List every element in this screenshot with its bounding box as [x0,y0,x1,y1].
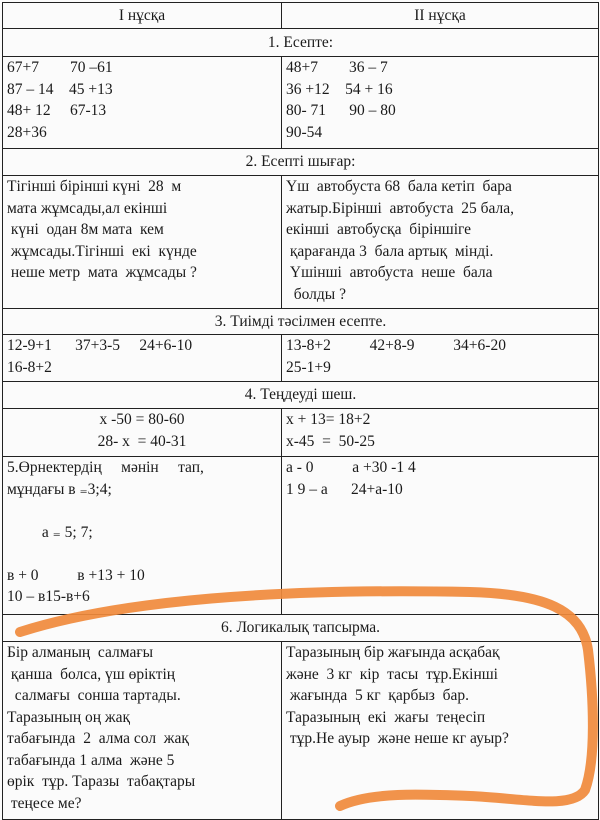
text-line: 10 – в15-в+6 [7,588,90,605]
section-title: 2. Есепті шығар: [3,149,599,176]
text-line: х -50 = 80-60 [99,411,185,428]
text-line: және 3 кг кір тасы тұр.Екінші [286,665,498,683]
text-line: мата жұмсады,ал екінші [7,199,168,217]
section-title: 6. Логикалық тапсырма. [3,615,599,642]
text-line: табағында 2 алма сол жақ [7,730,189,747]
text-line: 48+7 36 – 7 [286,59,388,76]
section-6-variant-2 [282,642,599,820]
text-line: 67+7 70 –61 [7,59,113,76]
column-header-variant-1: І нұсқа [3,3,282,29]
text-line: Үш автобуста 68 бала кетіп бара [286,178,512,195]
text-line: қарағанда 3 бала артық мінді. [286,242,494,260]
text-line: 25-1+9 [286,358,331,376]
text-line: 28- х = 40-31 [97,432,187,450]
text-line: 13-8+2 42+8-9 34+6-20 [286,337,506,354]
text-line: х + 13= 18+2 [286,411,371,428]
text-line: Үшінші автобуста неше бала [286,264,493,281]
text-line: 87 – 14 45 +13 [7,80,113,98]
text-line: Таразының бір жағында асқабақ [286,644,500,661]
section-4-title-row [3,382,599,409]
section-2-content-row [3,176,599,309]
text-line: тұр.Не ауыр және неше кг ауыр? [286,730,509,747]
section-1-variant-2 [282,57,599,149]
section-3-title-row [3,309,599,335]
section-2-variant-1 [3,176,282,309]
section-4-variant-2 [282,409,599,457]
text-line: в + 0 в +13 + 10 [7,566,145,584]
text-line: күні одан 8м мата кем [7,221,164,238]
worksheet-table [2,2,599,820]
section-title: 1. Есепте: [3,29,599,57]
section-6-content-row [3,642,599,820]
text-line [7,500,277,522]
text-line: Таразының екі жағы теңесіп [286,708,486,726]
text-line: 16-8+2 [7,358,52,376]
column-header-variant-2: ІІ нұсқа [282,3,599,29]
text-line: неше метр мата жұмсады ? [7,264,197,281]
section-3-variant-1 [3,335,282,382]
section-6-title-row [3,615,599,642]
text-line: Тігінші бірінші күні 28 м [7,178,182,195]
text-line: жатыр.Бірінші автобуста 25 бала, [286,199,514,217]
text-line: қанша болса, үш өріктің [7,665,176,683]
section-6-variant-1 [3,642,282,820]
text-line: өрік тұр. Таразы табақтары [7,773,196,790]
text-line: 5.Өрнектердің мәнін тап, [7,459,204,476]
section-4-variant-1 [3,409,282,457]
section-title: 3. Тиімді тәсілмен есепте. [3,309,599,335]
text-line: 36 +12 54 + 16 [286,80,393,98]
text-line: 90-54 [286,123,323,141]
section-5-variant-2 [282,457,599,615]
text-line: жұмсады.Тігінші екі күнде [7,242,197,260]
section-title: 4. Теңдеуді шеш. [3,382,599,409]
text-line [7,543,277,565]
text-line: теңесе ме? [7,794,82,812]
section-1-content-row [3,57,599,149]
text-line: 12-9+1 37+3-5 24+6-10 [7,337,193,354]
text-line: а ₌ 5; 7; [7,523,93,541]
text-line: жағында 5 кг қарбыз бар. [286,687,470,704]
text-line: а - 0 а +30 -1 4 [286,459,416,476]
header-row [3,3,599,29]
text-line: 1 9 – а 24+а-10 [286,480,403,498]
text-line: 48+ 12 67-13 [7,102,107,119]
text-line: табағында 1 алма және 5 [7,751,175,769]
section-5-variant-1 [3,457,282,615]
section-1-variant-1 [3,57,282,149]
text-line: Таразының оң жақ [7,708,131,726]
section-1-title-row [3,29,599,57]
text-line: салмағы сонша тартады. [7,687,181,704]
section-5-content-row [3,457,599,615]
section-2-title-row [3,149,599,176]
text-line: екінші автобусқа біріншіге [286,221,472,238]
text-line: мұндағы в ₌3;4; [7,480,112,498]
text-line: 80- 71 90 – 80 [286,102,396,119]
section-4-content-row [3,409,599,457]
section-3-variant-2 [282,335,599,382]
text-line: болды ? [286,285,346,303]
section-3-content-row [3,335,599,382]
text-line: 28+36 [7,123,47,141]
section-2-variant-2 [282,176,599,309]
text-line: х-45 = 50-25 [286,432,375,450]
text-line: Бір алманың салмағы [7,644,154,661]
